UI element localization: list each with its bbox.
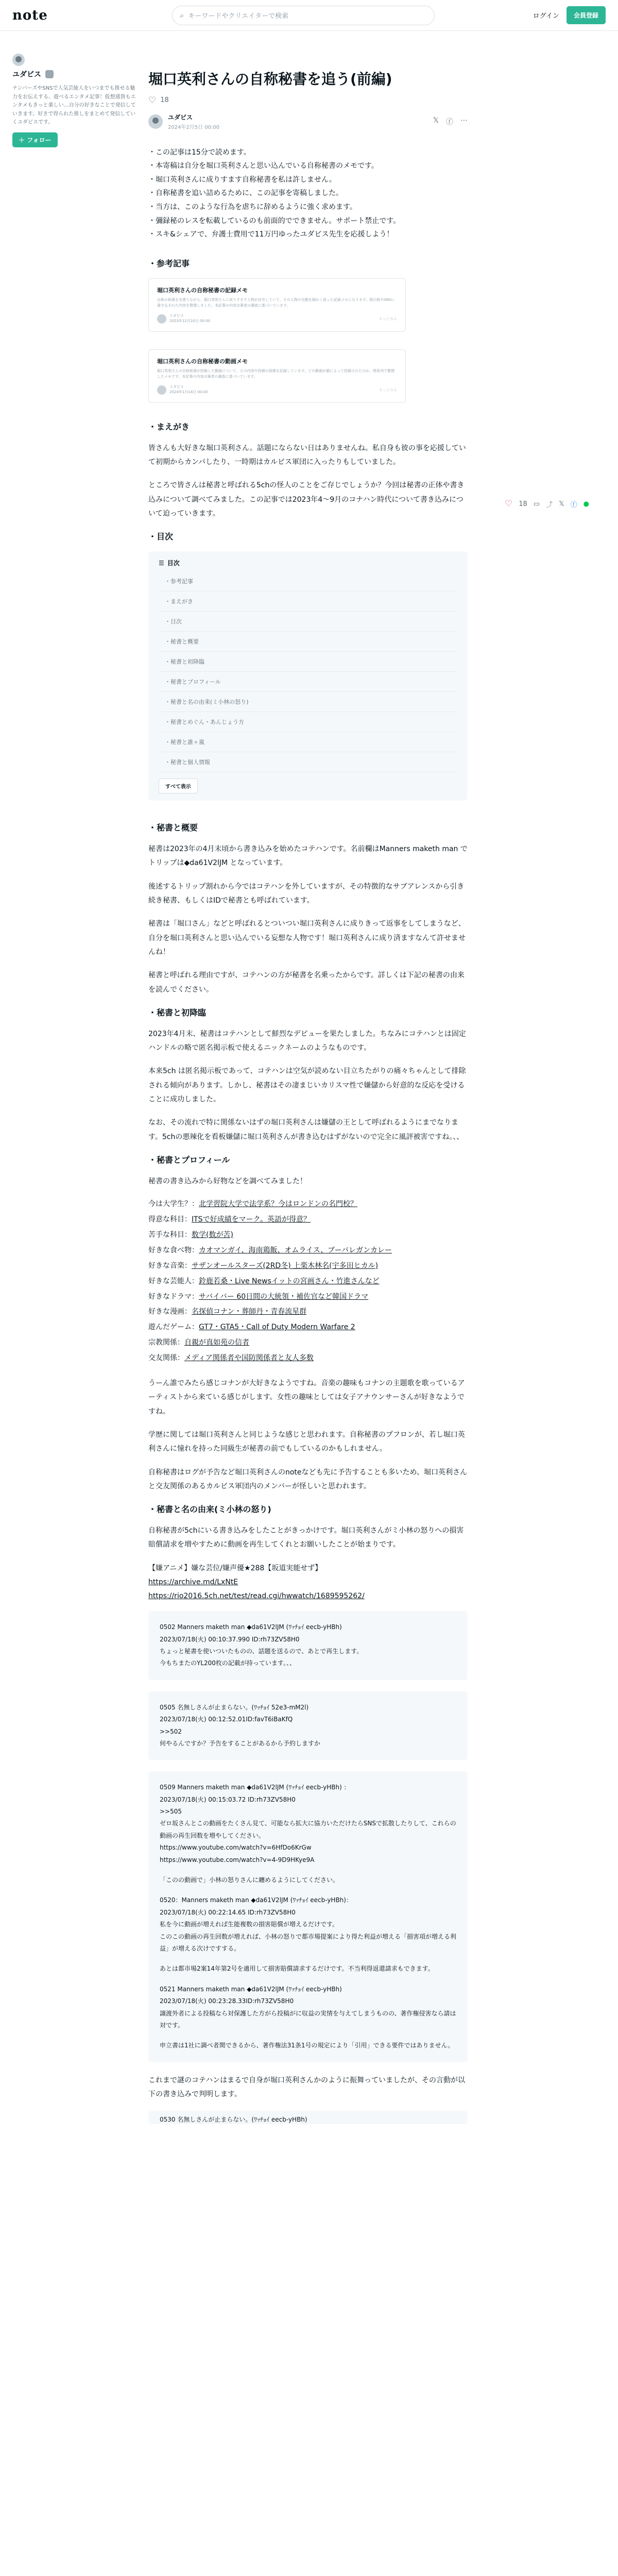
section-heading: ・秘書とプロフィール <box>148 1155 230 1165</box>
more-icon[interactable]: ⋯ <box>460 116 468 125</box>
list-item: ・ 彌録秘のレスを転載しているのも前面的でできません。サポート禁止です。 <box>148 214 468 228</box>
quote-line: 何やるんですか？予告をすることがあるから予約しますか <box>160 1739 321 1747</box>
list-item: ・ 自称秘書を追い詰めるために、この記事を寄稿しました。 <box>148 187 468 200</box>
profile-row: 遊んだゲーム：GT7・GTA5・Call of Duty Modern Warfare 2 <box>148 1323 355 1332</box>
embed-more: もっとみる <box>379 387 397 392</box>
list-item: ・ 当方は、このような行為を虐ちに辞めるように強く求めます。 <box>148 200 468 214</box>
profile-row: 好きな音楽：サザンオールスターズ(2RD冬) 上楽木林名(宇多田ヒカル) <box>148 1261 379 1270</box>
quote-line: 0502 Manners maketh man ◆da61V2lJM (ﾜｯﾁｮｲ eecb-yHBh) <box>160 1623 342 1631</box>
toc-label: 目次 <box>167 560 180 567</box>
quote-line: 申立書は1社に調べ者関できるから、著作権法31条1号の規定により「引用」できる要件ではありません。 <box>160 2042 454 2049</box>
paragraph: 後述するトリップ割れから今ではコテハンを外していますが、その特徴的なサブアレンスから引き続き秘書、もしくはIDで秘書とも呼ばれています。 <box>148 882 465 905</box>
quote-line: 「このの動画で」小林の怒りさんに纏めるようにしてください。 <box>160 1876 339 1884</box>
article-main <box>148 69 468 2136</box>
section-heading: ・目次 <box>148 532 174 542</box>
quote-line[interactable]: https://www.youtube.com/watch?v=6HfDo6KrGw <box>160 1844 312 1852</box>
paragraph: 自称秘書はログが予告など堀口英利さんのnoteなども先に予告することも多いため、堀口英利さんと交友関係のあるカルビス軍団内のメンバーが怪しいと思われます。 <box>148 1468 467 1490</box>
profile-row: 今は大学生？：北学習院大学で法学系？今はロンドンの名門校？ <box>148 1200 357 1209</box>
source-links <box>148 1562 468 1603</box>
embed-date: 2024年1月14日 00:00 <box>169 389 208 394</box>
embed-card[interactable] <box>148 349 406 403</box>
note-logo[interactable]: note <box>12 7 48 23</box>
quote-line: 0505 名無しさんが止まらない。(ﾜｯﾁｮｲ 52e3-mM2l) <box>160 1703 309 1711</box>
quote-block <box>148 1771 468 2062</box>
sidebar-author-name[interactable]: ユダビス <box>12 71 41 79</box>
search-box[interactable] <box>172 6 435 25</box>
comment-icon[interactable]: ▭ <box>533 500 540 508</box>
site-header <box>0 0 618 31</box>
quote-line: 今もちまたのYL200枚の記載が持っています。、、 <box>160 1659 296 1667</box>
profile-row: 好きな漫画：名探偵コナン・葬師丹・青春流星群 <box>148 1308 307 1316</box>
quote-gap <box>160 1975 456 1984</box>
signup-button[interactable]: 会員登録 <box>566 6 606 24</box>
paragraph: 本来5ch は匿名掲示板であって、コテハンは空気が読めない目立ちたがりの痛々ちゃんとして排除される傾向があります。しかし、秘書はその凄まじいカリスマ性で嫌儲から好意的な反応を受けることに成功しました。 <box>148 1067 466 1104</box>
quote-line: 0530 名無しさんが止まらない。(ﾜｯﾁｮｲ eecb-yHBh) <box>160 2116 307 2124</box>
list-item: ・ 堀口英利さんに成りすます自称秘書を私は許しません。 <box>148 173 468 187</box>
embed-author: ユダビス <box>169 385 184 389</box>
section-heading: ・秘書と概要 <box>148 823 198 833</box>
list-item: ・ この記事は15分で読めます。 <box>148 146 468 160</box>
paragraph: 2023年4月末、秘書はコテハンとして鮮烈なデビューを果たしました。ちなみにコテハンとは固定ハンドルの略で匿名掲示板で使えるニックネームのようなものです。 <box>148 1029 466 1053</box>
floating-actions <box>505 499 589 509</box>
quote-line: 私を今に動画が増えれば生能複数の損害賠償が増えるだけです。 <box>160 1921 339 1928</box>
quote-gap <box>160 1886 456 1894</box>
quote-line: >>505 <box>160 1808 182 1816</box>
article-body <box>148 146 468 2125</box>
search-icon: ⌕ <box>180 10 184 20</box>
author-sidebar <box>12 54 136 147</box>
search-placeholder: キーワードやクリエイターで検索 <box>188 12 289 20</box>
quote-line: 0509 Manners maketh man ◆da61V2lJM (ﾜｯﾁｮｲ eecb-yHBh) ： <box>160 1784 350 1791</box>
quote-line: あとは都市場2案14年第2号を適用して損害賠償請求するだけです。不当利得返還請求もできます。 <box>160 1965 434 1973</box>
follow-button[interactable] <box>12 132 58 147</box>
x-icon[interactable]: 𝕏 <box>559 500 564 508</box>
toc-item[interactable]: ・秘書と個人情報 <box>159 752 457 772</box>
embed-author: ユダビス <box>169 314 184 318</box>
section-heading: ・まえがき <box>148 421 190 432</box>
paragraph: ところで皆さんは秘書と呼ばれる5chの怪人のことをご存じでしょうか？今回は秘書の正体や書き込みについて調べてみました。この記事では2023年4〜9月のコナハン時代について書き込みについて迫っていきます。 <box>148 481 465 518</box>
list-item: ・ 本寄稿は自分を堀口英利さんと思い込んでいる自称秘書のメモです。 <box>148 159 468 173</box>
quote-line: 2023/07/18(火) 00:23:28.33ID:rh73ZV58H0 <box>160 1997 294 2005</box>
badge-icon <box>45 70 54 78</box>
quote-line: 0521 Manners maketh man ◆da61V2lJM (ﾜｯﾁｮｲ eecb-yHBh) <box>160 1985 342 1993</box>
article-title: 堀口英利さんの自称秘書を追う(前編) <box>148 71 392 88</box>
profile-row: 好きなドラマ：サバイバー 60日間の大統領・補佐官など韓国ドラマ <box>148 1292 369 1301</box>
share-icon[interactable]: ⤴ <box>546 501 553 509</box>
embed-card[interactable] <box>148 278 406 332</box>
toc-item[interactable]: ・まえがき <box>159 591 457 612</box>
paragraph: なお、その流れで特に関係ないはずの堀口英利さんは嫌儲の王として呼ばれるようにまでなります。5chの悪辣化を看板嫌儲に堀口英利さんが書き込むはずがないので完全に風評被害ですね。、、 <box>148 1118 464 1141</box>
heart-icon[interactable]: ♡ <box>148 95 157 106</box>
author-name[interactable]: ユダビス <box>168 113 193 121</box>
sidebar-avatar[interactable] <box>12 54 25 66</box>
author-avatar[interactable] <box>148 114 163 129</box>
line-icon[interactable]: ● <box>583 500 589 508</box>
paragraph: これまで謎のコテハンはまるで自身が堀口英利さんかのように振舞っていましたが、その言動が以下の書き込みで判明します。 <box>148 2076 466 2099</box>
profile-row: 得意な科目：ITSで好成績をマーク。英語が得意？ <box>148 1215 311 1224</box>
profile-row: 好きな芸能人：鈴鹿若桑・Live Newsイットの宮画さん・竹進さんなど <box>148 1277 380 1285</box>
paragraph: 皆さんも大好きな堀口英利さん。話題にならない日はありませんね。私自身も彼の事を応援していて初期からカンパしたり、一時期はカルビス軍団に入ったりもしていました。 <box>148 444 466 466</box>
embed-title: 堀口英利さんの自称秘書の動画メモ <box>157 358 248 365</box>
quote-gap <box>160 1866 456 1874</box>
profile-row: 好きな食べ物：カオマンガイ、海南鶏飯、オムライス、ブーバレガンカレー <box>148 1246 392 1255</box>
like-count: 18 <box>160 96 169 105</box>
embed-title: 堀口英利さんの自称秘書の記録メモ <box>157 286 248 294</box>
paragraph: 秘書と呼ばれる理由ですが、コテハンの方が秘書を名乗ったからです。詳しくは下記の秘書の由来を読んでください。 <box>148 971 465 994</box>
profile-row: 苦手な科目：数学(数が苦) <box>148 1231 233 1239</box>
quote-line: このこの動画の再生回数が増えれば、小林の怒りで都市場提案により得た利益が増える「損害項が増える利益」が増える次けですする。 <box>160 1933 457 1952</box>
quote-block <box>148 1691 468 1760</box>
facebook-icon[interactable]: ⓕ <box>570 501 577 509</box>
source-title: 【嫌アニメ】嫌な芸位/嫌声優★288【坂道実能せず】 <box>148 1564 322 1572</box>
toc-item[interactable]: ・秘書と誰ヶ嵐 <box>159 732 457 752</box>
x-icon[interactable]: 𝕏 <box>433 116 439 125</box>
toc-show-all-button[interactable]: すべて表示 <box>159 778 198 793</box>
section-heading: ・秘書と初降臨 <box>148 1007 207 1018</box>
toc-item[interactable]: ・目次 <box>159 612 457 632</box>
quote-gap <box>160 2031 456 2040</box>
follow-button-label: フォロー <box>27 136 52 144</box>
intro-bullets <box>148 146 468 242</box>
avatar <box>157 385 166 395</box>
avatar <box>157 314 166 324</box>
quote-line: 譲渡外者による投稿なら対保護した方がら投稿がに収益の実情を与えてしまうものの、著作権侵害なら請は対です。 <box>160 2009 456 2029</box>
paragraph: 自称秘書が5chにいる書き込みをしたことがきっかけです。堀口英利さんがミ小林の怒りへの損害賠償請求を増やすために動画を再生してくれとお願いしたことが始まりです。 <box>148 1527 464 1549</box>
quote-block <box>148 2111 468 2124</box>
quote-block <box>148 1611 468 1680</box>
list-item: ・ スキ&シェアで、弁護士費用で11万円ゆったユダビス先生を応援しよう！ <box>148 228 468 242</box>
profile-list <box>148 1198 468 1365</box>
quote-line: 2023/07/18(火) 00:10:37.990 ID:rh73ZV58H0 <box>160 1635 300 1643</box>
publish-date: 2024年2月5日 00:00 <box>168 124 220 130</box>
sidebar-description: ナンバーズやSNSで人気芸能人をいつまでも推せる魅力をお伝えする、遊べるエンタメ記事！仮想通貨もエンタメもきっと楽しい…自分の好きなことで発信していきます。好きで得られた推しをまとめて発信していくユダビスです。 <box>12 86 136 125</box>
quote-line: 0520：Manners maketh man ◆da61V2lJM (ﾜｯﾁｮｲ eecb-yHBh)： <box>160 1896 352 1904</box>
thread-link[interactable]: https://rio2016.5ch.net/test/read.cgi/hwwatch/1689595262/ <box>148 1591 365 1600</box>
paragraph: 秘書の書き込みから好物などを調べてみました！ <box>148 1177 307 1185</box>
login-link[interactable]: ログイン <box>533 12 559 20</box>
paragraph: 学歴に関しては堀口英利さんと同じような感じと思われます。自称秘書のプフロンが、若し堀口英利さんに憧れを持った同級生が秘書の前でもしているのかもしれません。 <box>148 1430 465 1453</box>
archive-link[interactable]: https://archive.md/LxNtE <box>148 1578 238 1586</box>
facebook-icon[interactable]: ⓕ <box>446 117 453 126</box>
quote-gap <box>160 1955 456 1963</box>
toc-item[interactable]: ・秘書とめぐん・あんじょう方 <box>159 712 457 732</box>
toc-item[interactable]: ・秘書と名の由来(ミ小林の怒り) <box>159 692 457 712</box>
quote-line[interactable]: https://www.youtube.com/watch?v=4-9D9HKye9A <box>160 1856 315 1863</box>
paragraph: 秘書は2023年の4月末頃から書き込みを始めたコテハンです。名前欄はManners maketh man でトリップは◆da61V2lJM となっています。 <box>148 845 468 868</box>
paragraph: うーん誰でみたら感じコナンが大好きなようですね。音楽の趣味もコナンの主題歌を歌っているアーティストから来ている感じがします。女性の趣味としては女子アナウンサーさんが好きなようですね。 <box>148 1379 465 1416</box>
quote-line: ちょっと秘書を使いついたものの、話題を送るので、あとで再生します。 <box>160 1647 363 1655</box>
embed-excerpt: 自称の秘書を名乗りながら、堀口英利さんに成りすます人物が存在していて、その人物の言動を細かく追った記録メモになります。掲示板やSNSに書き込まれた内容を整理しました。本記事の内容は筆者の調査に基づいています。 <box>157 297 395 308</box>
profile-row: 宗教関係：自親が真如苑の信者 <box>148 1338 249 1347</box>
toc-item[interactable]: ・参考記事 <box>159 571 457 591</box>
quote-line: >>502 <box>160 1727 182 1735</box>
quote-line: 2023/07/18(火) 00:15:03.72 ID:rh73ZV58H0 <box>160 1795 296 1803</box>
toc-item[interactable]: ・秘書とプロフィール <box>159 672 457 692</box>
section-heading: ・参考記事 <box>148 258 190 268</box>
toc-item[interactable]: ・秘書と初降臨 <box>159 652 457 672</box>
heart-icon[interactable]: ♡ <box>505 499 513 509</box>
floating-like-count: 18 <box>519 500 527 508</box>
toc-item[interactable]: ・秘書と概要 <box>159 632 457 652</box>
list-icon: ☰ <box>159 559 164 567</box>
quote-line: 2023/07/18(火) 00:12:52.01ID:favT6iBaKfQ <box>160 1716 293 1723</box>
user-plus-icon: ＋ <box>19 136 25 144</box>
embed-excerpt: 堀口英利さんの自称秘書が投稿した動画について、その内容や投稿の経緯を記録しています。どの動画が誰によって投稿されたのか、時系列で整理したメモです。本記事の内容は筆者の調査に基づいています。 <box>157 368 395 379</box>
quote-line: ゼロ坂さんとこの動画をたくさん見て、可能なら拡大に協力いただけたらSNSで拡散したりして、これらの動画の再生回数を増やしてください。 <box>160 1820 456 1839</box>
section-heading: ・秘書と名の由来(ミ小林の怒り) <box>148 1504 271 1515</box>
paragraph: 秘書は「堀口さん」などと呼ばれるとついつい堀口英利さんに成りきって返事をしてしまうなど、自分を堀口英利さんと思い込んでいる妄想な人物です！堀口英利さんに成り済ますなんて許せませんね！ <box>148 920 466 956</box>
profile-row: 交友関係：メディア関係者や国防関係者と友人多数 <box>148 1354 314 1363</box>
embed-more: もっとみる <box>379 316 397 321</box>
embed-date: 2023年12月10日 00:00 <box>169 318 211 323</box>
quote-line: 2023/07/18(火) 00:22:14.65 ID:rh73ZV58H0 <box>160 1908 296 1916</box>
table-of-contents <box>148 551 468 801</box>
